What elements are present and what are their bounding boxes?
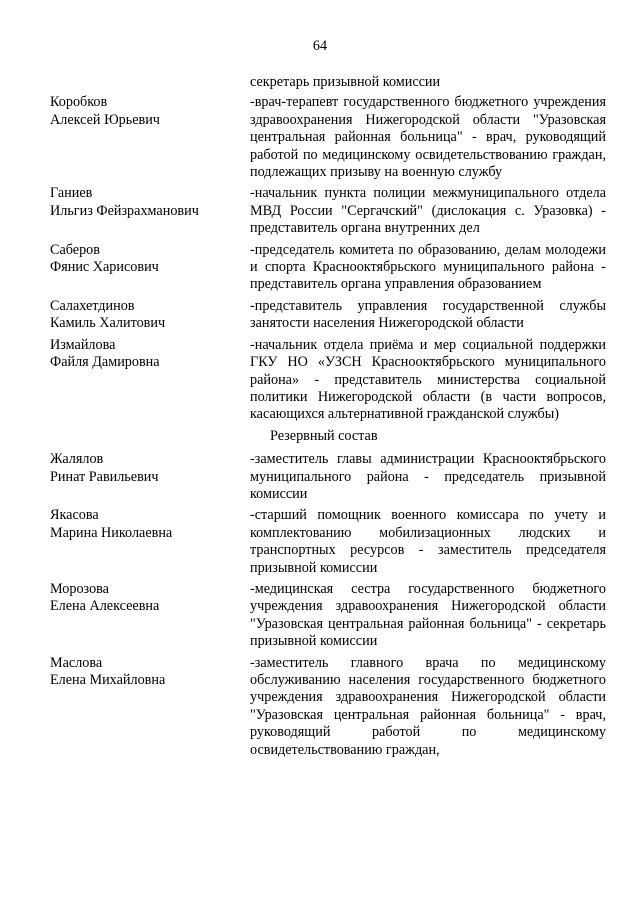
document-body	[50, 74, 606, 763]
member-name	[50, 337, 250, 424]
reserve-member-entry	[50, 507, 606, 577]
member-surname: Жалялов	[50, 451, 104, 468]
member-surname: Ганиев	[50, 185, 93, 202]
member-surname: Якасова	[50, 507, 99, 524]
member-name	[50, 507, 250, 577]
member-name	[50, 655, 250, 759]
member-given-name: Ильгиз Фейзрахманович	[50, 202, 199, 219]
member-entry	[50, 298, 606, 333]
member-given-name: Елена Михайловна	[50, 672, 166, 688]
continued-role-text: секретарь призывной комиссии	[250, 74, 441, 90]
member-name	[50, 242, 250, 294]
member-entry	[50, 337, 606, 424]
member-role: -начальник отдела приёма и мер социальной поддержки ГКУ НО «УЗСН Краснооктябрьского муниципального района» - представитель министерства социальной политики Нижегородской области (в части вопросов, касающихся альтернативной гражданской службы)	[250, 336, 606, 423]
member-surname: Саберов	[50, 241, 100, 258]
member-surname: Коробков	[50, 94, 108, 111]
reserve-member-entry	[50, 451, 606, 503]
member-given-name: Ринат Равильевич	[50, 468, 159, 485]
member-surname: Маслова	[50, 654, 103, 671]
member-entry	[50, 242, 606, 294]
member-given-name: Алексей Юрьевич	[50, 111, 160, 128]
main-members-list	[50, 94, 606, 423]
member-role: -заместитель главного врача по медицинскому обслуживанию населения государственного бюджетного учреждения здравоохранения Нижегородской области "Уразовская центральная районная больница" - врач, руководящий работой по медицинскому освидетельствованию граждан,	[250, 654, 606, 758]
member-role: -представитель управления государственной службы занятости населения Нижегородской области	[250, 297, 606, 332]
member-role: -врач-терапевт государственного бюджетного учреждения здравоохранения Нижегородской области "Уразовская центральная районная больница" - врач, руководящий работой по медицинскому освидетельствованию граждан, подлежащих призыву на военную службу	[250, 94, 606, 181]
member-name	[50, 581, 250, 651]
member-role: -заместитель главы администрации Краснооктябрьского муниципального района - председатель призывной комиссии	[250, 451, 606, 502]
member-given-name: Файля Дамировна	[50, 354, 160, 371]
member-role: -медицинская сестра государственного бюджетного учреждения здравоохранения Нижегородской области "Уразовская центральная районная больница" - секретарь призывной комиссии	[250, 580, 606, 650]
member-name	[50, 451, 250, 503]
reserve-member-entry	[50, 581, 606, 651]
member-name	[50, 298, 250, 333]
member-role: -старший помощник военного комиссара по учету и комплектованию мобилизационных людских и транспортных ресурсов - заместитель председателя призывной комиссии	[250, 507, 606, 576]
member-role: -начальник пункта полиции межмуниципального отдела МВД России "Сергачский" (дислокация с. Уразовка) - представитель органа внутренних дел	[250, 185, 606, 237]
page-number: 64	[312, 38, 328, 54]
member-name	[50, 185, 250, 237]
member-entry	[50, 185, 606, 237]
member-surname: Салахетдинов	[50, 297, 135, 314]
member-name	[50, 94, 250, 181]
member-given-name: Камиль Халитович	[50, 315, 166, 332]
reserve-member-entry	[50, 655, 606, 759]
member-surname: Измайлова	[50, 336, 116, 353]
member-entry	[50, 94, 606, 181]
member-surname: Морозова	[50, 580, 109, 597]
member-given-name: Фянис Харисович	[50, 259, 159, 276]
reserve-section-title: Резервный состав	[270, 427, 378, 444]
member-role: -председатель комитета по образованию, делам молодежи и спорта Краснооктябрьского муниципального района - представитель органа управления образованием	[250, 241, 606, 293]
reserve-members-list	[50, 451, 606, 759]
member-given-name: Марина Николаевна	[50, 524, 173, 541]
member-given-name: Елена Алексеевна	[50, 598, 160, 615]
